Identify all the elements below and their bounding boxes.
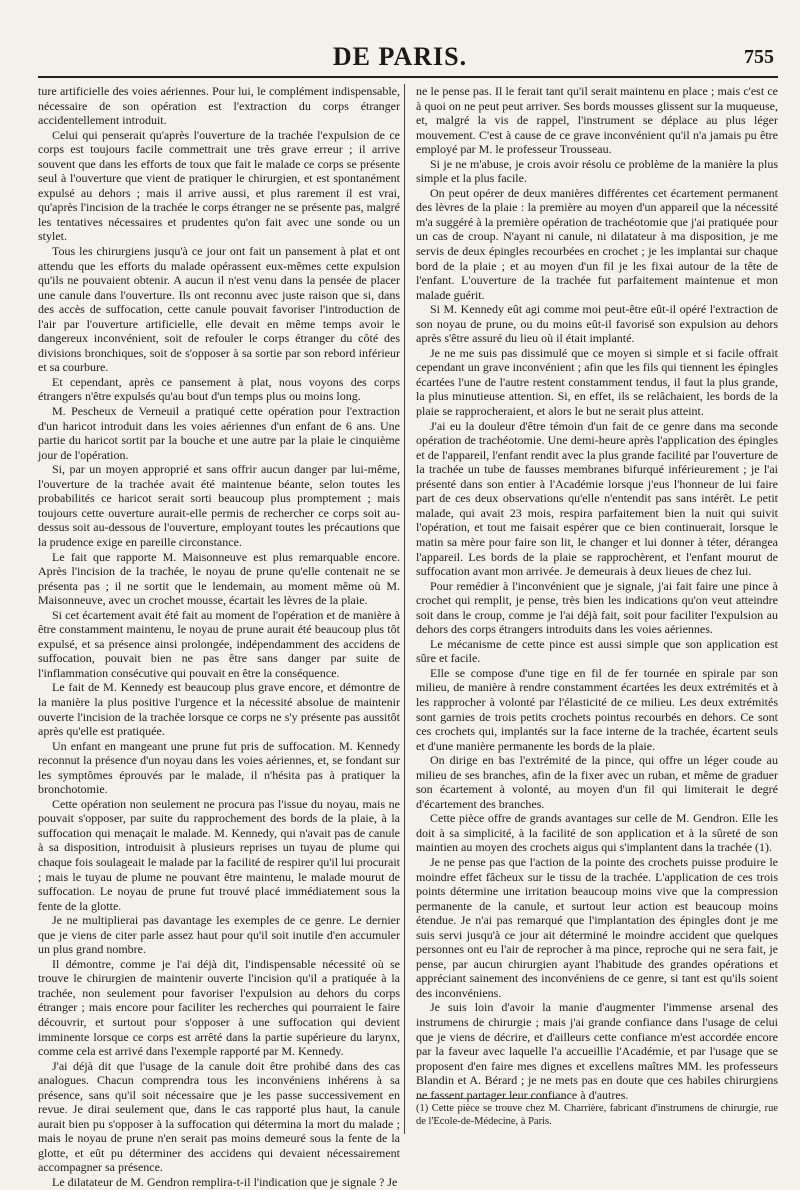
- paragraph: ture artificielle des voies aériennes. Pour lui, le complément indispensable, nécessaire de son opération est l'extraction du corps étranger accidentellement introduit.: [38, 84, 400, 128]
- paragraph: Et cependant, après ce pansement à plat, nous voyons des corps étrangers n'être expulsés qu'au bout d'un temps plus ou moins long.: [38, 374, 400, 404]
- paragraph: Tous les chirurgiens jusqu'à ce jour ont fait un pansement à plat et ont attendu que les efforts du malade opérassent eux-mêmes cette expulsion qu'ils ne pouvaient obtenir. A aucun il n'est venu dans la pensée de placer une canule dans l'ouverture. Ils ont reconnu avec juste raison que si, dans des accès de suffocation, cette canule pouvait favoriser l'introduction de l'air par l'ouverture artificielle, elle devait en même temps avoir le dangereux inconvénient, soit de refouler le corps étranger du côté des divisions bronchiques, soit de s'opposer à sa sortie par son rebord inférieur et sa courbure.: [38, 244, 400, 375]
- left-column: [38, 84, 401, 1190]
- paragraph: Cette opération non seulement ne procura pas l'issue du noyau, mais ne pouvait s'opposer, par suite du rapprochement des bords de la plaie, à la suffocation qui menaçait le malade. M. Kennedy, qui n'avait pas de canule à sa disposition, introduisit à plusieurs reprises un tuyau de plume qui chaque fois soulageait le malade par la facilité de respirer qu'il lui procurait ; mais le tuyau de plume ne pouvant être maintenu, le malade mourut de suffocation. Le noyau de prune fut trouvé placé immédiatement sous la fente de la glotte.: [38, 796, 401, 913]
- column-divider: [404, 84, 405, 1134]
- paragraph: Le fait de M. Kennedy est beaucoup plus grave encore, et démontre de la manière la plus positive l'urgence et la nécessité absolue de maintenir ouverte l'incision de la trachée lorsque ce corps ne s'y présente pas aussitôt après qu'elle est pratiquée.: [38, 680, 400, 739]
- paragraph: On peut opérer de deux manières différentes cet écartement permanent des lèvres de la plaie : la première au moyen d'un appareil que la nécessité m'a suggéré à la première opération de trachéotomie que j'ai pratiquée pour un cas de croup. N'ayant ni canule, ni dilatateur à ma disposition, je me servis de deux épingles recourbées en crochet ; je les implantai sur chaque bord de la plaie ; et au moyen d'un fil je les fixai autour de la tête de l'enfant. L'ouverture de la trachée fut parfaitement maintenue et mon malade guérit.: [416, 185, 778, 302]
- page-number: 755: [744, 46, 774, 68]
- paragraph: J'ai eu la douleur d'être témoin d'un fait de ce genre dans ma seconde opération de trachéotomie. Une demi-heure après l'application des épingles et de l'appareil, l'enfant rendit avec la plus grande facilité par l'ouverture de la trachée un tube de fausses membranes bifurqué inférieurement ; je l'ai présenté dans son entier à l'Académie lorsque j'eus l'honneur de lui faire part de ces deux observations qu'elle n'entendit pas sans intérêt. Le petit malade, qui avait 23 mois, respira parfaitement bien la nuit qui suivit l'opération, et tout me faisait espérer que ce bien continuerait, lorsque le matin sa mère pour faire son lit, le changer et lui donner à téter, dérangea l'appareil. Les bords de la plaie se rapprochèrent, et l'enfant mourut de suffocation avant mon arrivée. Je demeurais à deux lieues de chez lui.: [416, 418, 778, 579]
- paragraph: Elle se compose d'une tige en fil de fer tournée en spirale par son milieu, de manière à rendre constamment écartées les deux extrémités et à les rapprocher à volonté par l'élasticité de ce milieu. Les deux extrémités sont garnies de trois petits crochets pointus recourbés en dehors. Ce sont ces crochets qui, implantés sur la face interne de la trachée, écartent seuls et d'une manière permanente les bords de la plaie.: [416, 665, 778, 753]
- paragraph: Il démontre, comme je l'ai déjà dit, l'indispensable nécessité où se trouve le chirurgien de maintenir ouverte l'incision qu'il a pratiquée à la trachée, non seulement pour favoriser l'expulsion au dehors du corps étranger ; mais encore pour faciliter les recherches qui pourraient le faire découvrir, et surtout pour s'opposer à une suffocation qui devient imminente lorsque ce corps est arrêté dans la partie supérieure du larynx, comme cela est arrivé dans l'exemple rapporté par M. Kennedy.: [38, 956, 400, 1059]
- paragraph: Pour remédier à l'inconvénient que je signale, j'ai fait faire une pince à crochet qui remplit, je pense, très bien les indications qu'on veut atteindre soit dans le croup, comme je l'ai déjà fait, soit pour faciliter l'expulsion au dehors des corps étrangers introduits dans les voies aériennes.: [416, 578, 778, 637]
- paragraph: Je suis loin d'avoir la manie d'augmenter l'immense arsenal des instrumens de chirurgie ; mais j'ai grande confiance dans l'usage de celui que je viens de décrire, et d'ailleurs cette confiance m'est accordée encore par la faveur avec laquelle l'a accueillie l'Académie, et par l'usage que se proposent d'en faire mes dignes et excellens maîtres MM. les professeurs Blandin et A. Bérard ; je ne mets pas en doute que ces habiles chirurgiens ne fassent partager leur confiance à d'autres.: [416, 1000, 778, 1102]
- footnote: (1) Cette pièce se trouve chez M. Charrière, fabricant d'instrumens de chirurgie, rue de l'Ecole-de-Médecine, à Paris.: [416, 1103, 778, 1127]
- page-title: DE PARIS.: [332, 42, 468, 71]
- paragraph: M. Pescheux de Verneuil a pratiqué cette opération pour l'extraction d'un haricot introduit dans les voies aériennes d'un enfant de 6 ans. Une partie du haricot sortit par la bouche et une autre par la plaie le cinquième jour de l'opération.: [38, 404, 400, 462]
- paragraph: Un enfant en mangeant une prune fut pris de suffocation. M. Kennedy reconnut la présence d'un noyau dans les voies aériennes, et, se fondant sur les symptômes éprouvés par le malade, il n'hésita pas à pratiquer la bronchotomie.: [38, 738, 400, 797]
- paragraph: Le mécanisme de cette pince est aussi simple que son application est sûre et facile.: [416, 636, 778, 666]
- paragraph: Si, par un moyen approprié et sans offrir aucun danger par lui-même, l'ouverture de la trachée avait été maintenue béante, selon toutes les probabilités ce haricot serait sorti beaucoup plus promptement ; mais toujours cette ouverture aurait-elle permis de rechercher ce corps soit au-dessus soit au-dessous de l'ouverture, employant toutes les précautions que la prudence exige en pareille circonstance.: [38, 462, 400, 549]
- paragraph: Si M. Kennedy eût agi comme moi peut-être eût-il opéré l'extraction de son noyau de prune, ou du moins eût-il favorisé son expulsion au dehors après s'être assuré du lieu où il était implanté.: [416, 302, 778, 346]
- paragraph: On dirige en bas l'extrémité de la pince, qui offre un léger coude au milieu de ses branches, afin de la fixer avec un ruban, et même de graduer son écartement à volonté, au moyen d'un fil qui limiterait le degré d'écartement des branches.: [416, 753, 778, 811]
- paragraph: ne le pense pas. Il le ferait tant qu'il serait maintenu en place ; mais c'est ce à quoi on ne peut peut arriver. Ses bords mousses glissent sur la muqueuse, et, malgré la vis de rappel, l'instrument se déplace au plus léger mouvement. C'est à cause de ce grave inconvénient qu'il n'a jamais pu être employé par M. le professeur Trousseau.: [416, 84, 778, 157]
- page-header: [0, 42, 800, 78]
- paragraph: Le dilatateur de M. Gendron remplira-t-il l'indication que je signale ? Je: [52, 1175, 398, 1190]
- footnote-rule: [416, 1098, 566, 1099]
- paragraph: Si cet écartement avait été fait au moment de l'opération et de manière à être constamment maintenu, le noyau de prune aurait été beaucoup plus tôt expulsé, et sa présence ainsi prolongée, indépendamment des accidens de suffocation, pouvait bien ne pas être sans danger par suite de l'inflammation consécutive qui pouvait en être la conséquence.: [38, 607, 400, 680]
- paragraph: Cette pièce offre de grands avantages sur celle de M. Gendron. Elle les doit à sa simplicité, à la facilité de son application et à la sûreté de son maintien au moyen des crochets aigus qui s'implantent dans la trachée (1).: [416, 811, 778, 855]
- paragraph: Je ne multiplierai pas davantage les exemples de ce genre. Le dernier que je viens de citer parle assez haut pour qu'il soit inutile d'en accumuler un plus grand nombre.: [38, 913, 400, 957]
- header-rule: [38, 76, 778, 78]
- paragraph: Celui qui penserait qu'après l'ouverture de la trachée l'expulsion de ce corps est toujours facile commettrait une très grave erreur ; il arrive souvent que dans les efforts de toux que fait le malade ce corps se présente seul à l'ouverture que vient de pratiquer le chirurgien, et est spontanément expulsé au dehors ; mais il arrive aussi, et plus rarement il est vrai, qu'après l'incision de la trachée le corps étranger ne se présente pas, malgré les tentatives nécessaires et prudentes qu'on fait avec une sonde ou un stylet.: [38, 127, 400, 244]
- paragraph: Je ne pense pas que l'action de la pointe des crochets puisse produire le moindre effet fâcheux sur le tissu de la trachée. L'application de ces trois points détermine une irritation beaucoup moins vive que la compression permanente de la canule, et surtout leur action est beaucoup moins étendue. Je n'ai pas remarqué que l'implantation des épingles dont je me suis servi jusqu'à ce jour ait déterminé le moindre accident que quelques personnes ont eu l'air de reprocher à ma pince, reproche qui ne sera fait, je pense, par aucun chirurgien ayant l'habitude des grandes opérations et appréciant sainement des inconvéniens de ce genre, si tant est qu'ils soient des inconvéniens.: [416, 854, 778, 1000]
- paragraph: Le fait que rapporte M. Maisonneuve est plus remarquable encore. Après l'incision de la trachée, le noyau de prune qu'elle contenait ne se présenta pas ; il ne sortit que le lendemain, au moment même où M. Maisonneuve, avec un crochet mousse, écartait les lèvres de la plaie.: [38, 549, 400, 608]
- paragraph: J'ai déjà dit que l'usage de la canule doit être prohibé dans des cas analogues. Chacun comprendra tous les inconvéniens inhérens à sa présence, sans qu'il soit nécessaire que je les passe successivement en revue. Je dirai seulement que, dans le cas rapporté plus haut, la canule aurait bien pu s'opposer à la suffocation qui détermina la mort du malade ; mais le noyau de prune n'en serait pas moins demeuré sous la fente de la glotte, et eût pu déterminer des accidens qui devaient nécessairement accompagner sa présence.: [38, 1058, 400, 1175]
- paragraph: Si je ne m'abuse, je crois avoir résolu ce problème de la manière la plus simple et la plus facile.: [416, 156, 778, 186]
- paragraph: Je ne me suis pas dissimulé que ce moyen si simple et si facile offrait cependant un grave inconvénient ; afin que les fils qui tiennent les épingles écartées l'une de l'autre restent constamment tendus, il faut la plus grande, la plus minutieuse attention. Si, en effet, ils se relâchaient, les bords de la plaie se rapprocheraient, et alors le but ne serait plus atteint.: [416, 345, 778, 419]
- right-column: [416, 84, 778, 1102]
